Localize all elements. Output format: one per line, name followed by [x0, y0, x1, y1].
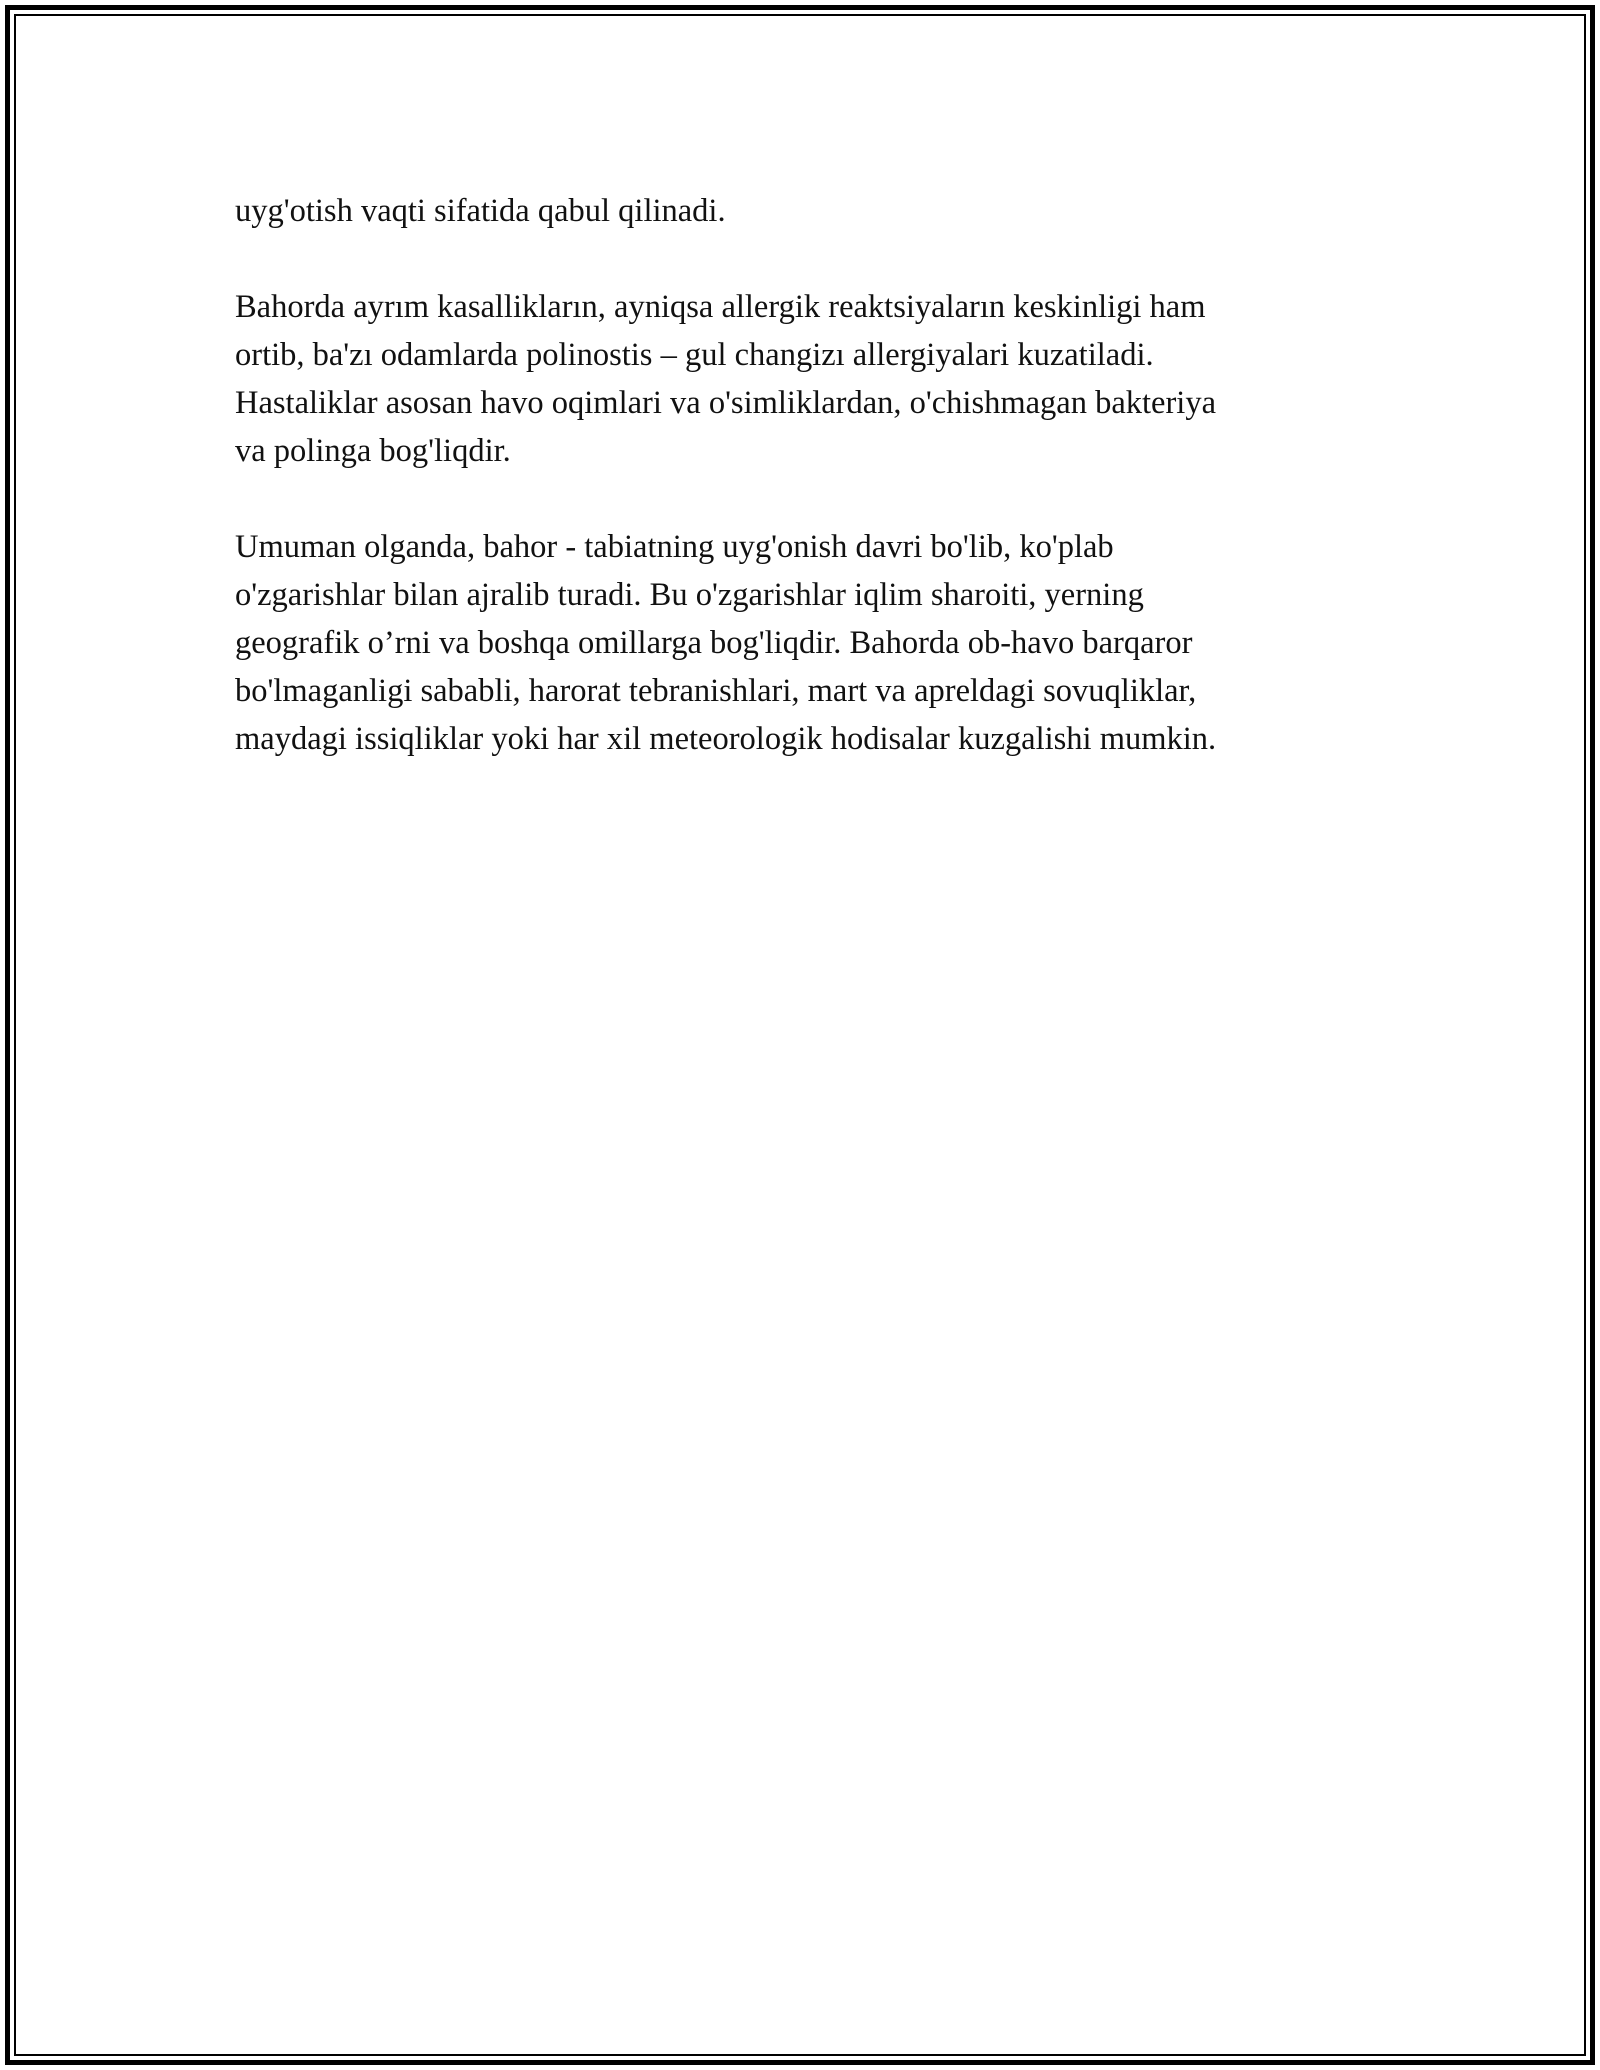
text-line: Hastaliklar asosan havo oqimlari va o'simliklardan, o'chishmagan bakteriya: [235, 385, 1217, 421]
text-line: Umuman olganda, bahor - tabiatning uyg'onish davri bo'lib, ko'plab: [235, 529, 1114, 565]
text-line: va polinga bog'liqdir.: [235, 433, 511, 469]
document-body: [235, 187, 1375, 811]
paragraph-2: [235, 283, 1375, 475]
text-line: o'zgarishlar bilan ajralib turadi. Bu o'zgarishlar iqlim sharoiti, yerning: [235, 577, 1144, 613]
text-line: ortib, ba'zı odamlarda polinostis – gul changizı allergiyalari kuzatiladi.: [235, 337, 1154, 373]
text-line: Bahorda ayrım kasallikların, ayniqsa allergik reaktsiyaların keskinligi ham: [235, 289, 1206, 325]
paragraph-3: [235, 523, 1375, 763]
text-line: uyg'otish vaqti sifatida qabul qilinadi.: [235, 193, 726, 229]
text-line: geografik o’rni va boshqa omillarga bog'liqdir. Bahorda ob-havo barqaror: [235, 625, 1193, 661]
paragraph-1: [235, 187, 1375, 235]
text-line: bo'lmaganligi sababli, harorat tebranishlari, mart va apreldagi sovuqliklar,: [235, 673, 1197, 709]
text-line: maydagi issiqliklar yoki har xil meteorologik hodisalar kuzgalishi mumkin.: [235, 721, 1217, 757]
